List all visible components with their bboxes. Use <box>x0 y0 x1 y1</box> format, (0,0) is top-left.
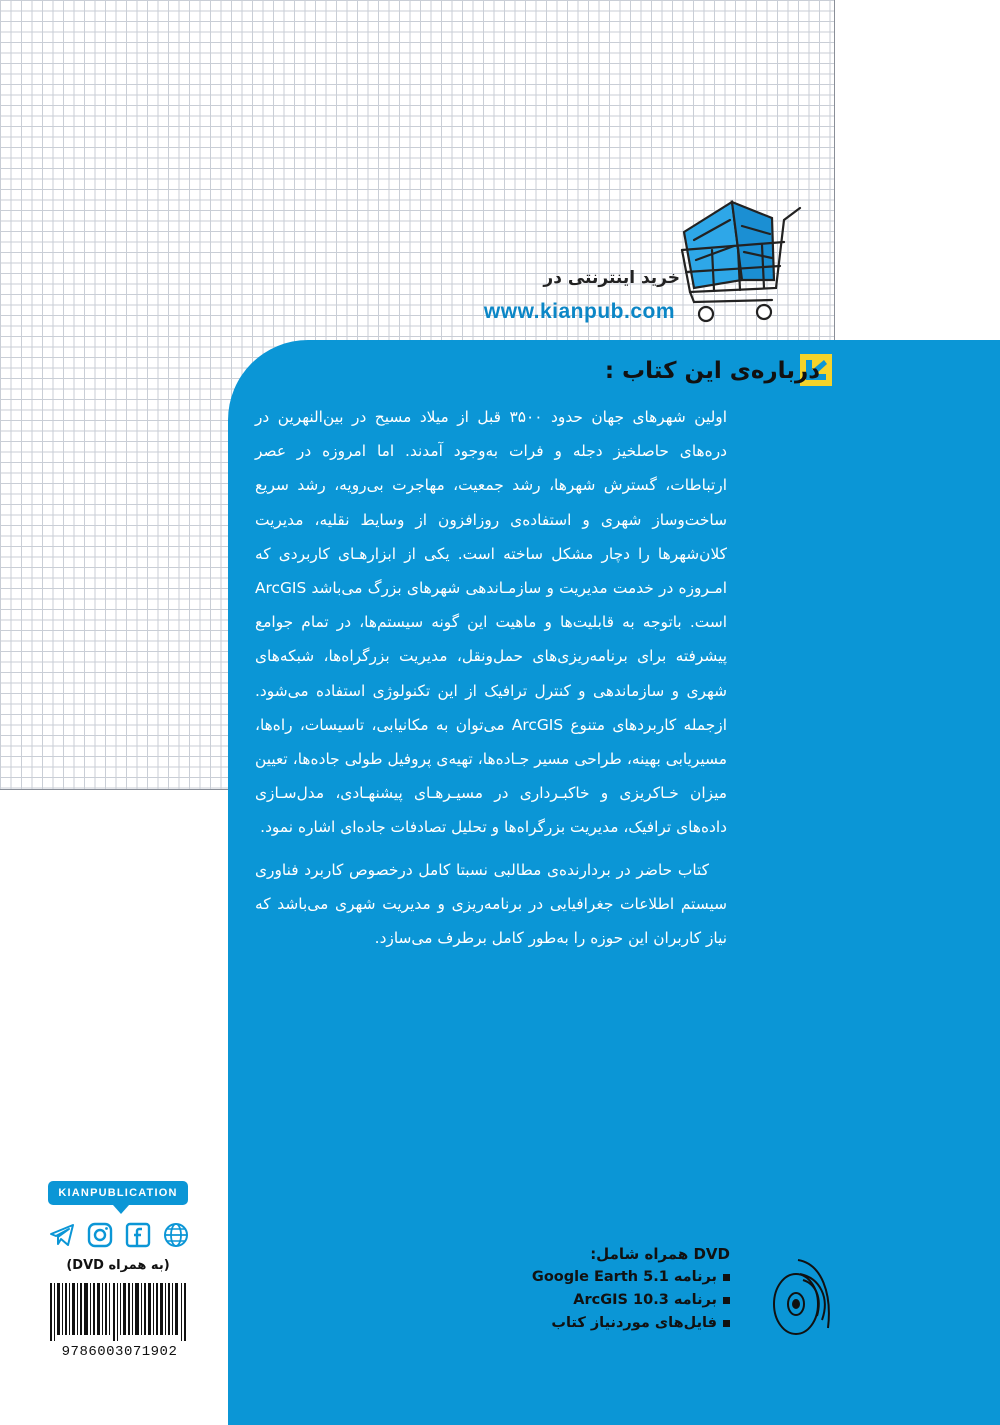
isbn-number: 9786003071902 <box>61 1344 178 1360</box>
dvd-item-label: برنامه Google Earth 5.1 <box>531 1269 717 1285</box>
list-item <box>532 1289 730 1312</box>
disc-icon <box>770 1258 832 1338</box>
list-item <box>532 1312 730 1335</box>
social-icons <box>48 1221 190 1249</box>
website-link[interactable]: www.kianpub.com <box>483 300 675 323</box>
dvd-note: (به همراه DVD) <box>66 1258 170 1273</box>
shopping-cart-icon <box>672 190 807 325</box>
dvd-title: DVD همراه شامل: <box>590 1245 730 1263</box>
about-paragraph: کتاب حاضر در بردارنده‌ی مطالبی نسبتا کامل درخصوص کاربرد فناوری سیستم اطلاعات جغرافیایی در برنامه‌ریزی و مدیریت شهری می‌باشد که نیاز کاربران این حوزه را به‌طور کامل برطرف می‌سازد. <box>255 860 727 948</box>
telegram-icon[interactable] <box>48 1221 76 1249</box>
barcode <box>48 1283 190 1341</box>
about-paragraph: اولین شهرهای جهان حدود ۳۵۰۰ قبل از میلاد مسیح در بین‌النهرین در دره‌های حاصلخیز دجله و فرات به‌وجود آمدند. اما امروزه در عصر ارتباطات، گسترش شهرها، رشد جمعیت، مهاجرت بی‌رویه، رشد سریع ساخت‌وساز شهری و استفاده‌ی روزافزون از وسایط نقلیه، مدیریت کلان‌شهرها را دچار مشکل ساخته است. یکی از ابزارهـای کاربردی که امـروزه در خدمت مدیریت و سازمـاندهی شهرهای بزرگ می‌باشد ArcGIS است. باتوجه به قابلیت‌ها و ماهیت این گونه سیستم‌ها، در تمام جوامع پیشرفته برای برنامه‌ریزی‌های حمل‌ونقل، مدیریت بزرگراه‌ها، شبکه‌های شهری و سازماندهی و کنترل ترافیک از این تکنولوژی استفاده می‌شود. ازجمله کاربردهای متنوع ArcGIS می‌توان به مکانیابی، تاسیسات، راه‌ها، مسیریابی بهینه، طراحی مسیر جـاده‌ها، تهیه‌ی پروفیل طولی جاده‌ها، تعیین میزان خـاکریزی و خاکبـرداری در مسیـرهـای پیشنهـادی، مدل‌سـازی داده‌های ترافیک، مدیریت بزرگراه‌ها و تحلیل تصادفات جاده‌ای اشاره نمود. <box>255 408 728 837</box>
dvd-item-label: فایل‌های موردنیاز کتاب <box>551 1315 717 1331</box>
online-purchase-label: خرید اینترنتی در <box>543 268 680 288</box>
web-icon[interactable] <box>162 1221 190 1249</box>
dvd-contents <box>532 1243 730 1335</box>
bullet-icon <box>723 1297 730 1304</box>
about-heading: درباره‌ی این کتاب : <box>604 358 820 384</box>
bullet-icon <box>723 1274 730 1281</box>
list-item <box>532 1266 730 1289</box>
about-text <box>255 400 727 955</box>
badge-pointer <box>113 1205 129 1214</box>
dvd-item-label: برنامه ArcGIS 10.3 <box>573 1292 717 1308</box>
facebook-icon[interactable] <box>124 1221 152 1249</box>
instagram-icon[interactable] <box>86 1221 114 1249</box>
publisher-badge: KIANPUBLICATION <box>48 1181 188 1205</box>
bullet-icon <box>723 1320 730 1327</box>
